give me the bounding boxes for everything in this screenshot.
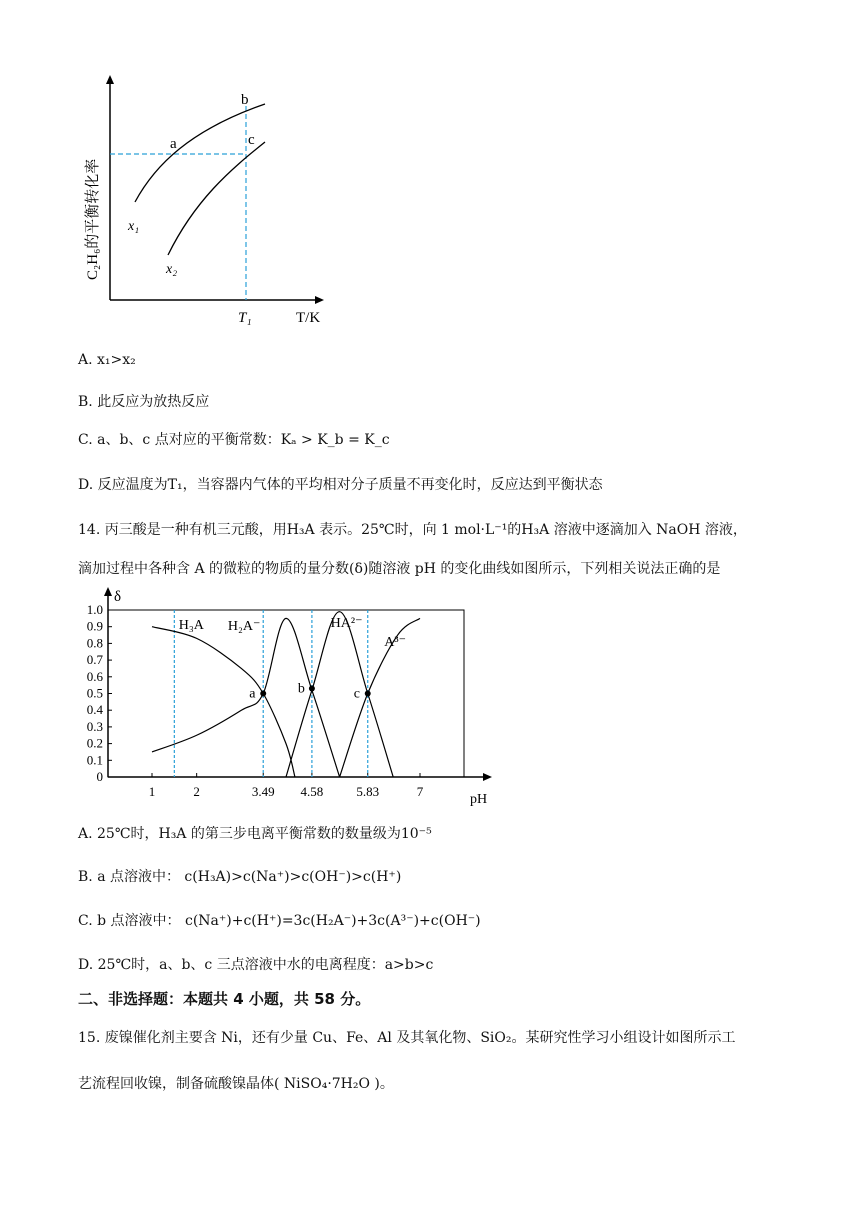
x-axis-arrow (315, 296, 324, 304)
x-axis-label: T/K (296, 310, 321, 326)
q15-line1: 15. 废镍催化剂主要含 Ni，还有少量 Cu、Fe、Al 及其氧化物、SiO₂。某研究性学习小组设计如图所示工 (78, 1030, 736, 1046)
point-label-b: b (297, 681, 305, 697)
y-tick-label: 0.7 (86, 652, 103, 668)
y-tick-label: 0.8 (86, 635, 103, 651)
series-label-3: A³⁻ (384, 635, 406, 650)
chart-xlabel: pH (470, 792, 488, 807)
y-tick-label: 0.1 (86, 752, 103, 768)
curve-label-x1: x₁ (128, 219, 140, 234)
q15-line2: 艺流程回收镍，制备硫酸镍晶体( NiSO₄·7H₂O )。 (78, 1076, 394, 1092)
point-a (260, 691, 266, 697)
x-tick-label: 1 (148, 784, 156, 799)
y-tick-label: 0.4 (86, 702, 103, 718)
point-b (309, 685, 315, 691)
x-axis-arrow (483, 773, 492, 781)
point-c (365, 691, 371, 697)
y-axis-arrow (106, 75, 114, 84)
x-tick-label: 4.58 (300, 784, 324, 799)
point-label-b: b (241, 92, 249, 108)
q14-option-c: C. b 点溶液中： c(Na⁺)+c(H⁺)=3c(H₂A⁻)+3c(A³⁻)+c(OH⁻) (78, 913, 481, 929)
x-tick-label: 2 (193, 784, 200, 799)
x-tick-label: 5.83 (356, 784, 380, 799)
y-tick-label: 0.3 (86, 718, 103, 734)
chart-ylabel: δ (114, 589, 122, 605)
q13-option-d: D. 反应温度为T₁，当容器内气体的平均相对分子质量不再变化时，反应达到平衡状态 (78, 477, 603, 493)
series-label-1: H₂A⁻ (227, 619, 261, 634)
x-tick-label: 7 (416, 784, 424, 799)
y-axis-label: C₂H₆的平衡转化率 (85, 158, 101, 280)
x-tick-label: 3.49 (251, 784, 275, 799)
tick-label-t1: T₁ (238, 310, 252, 326)
q14-stem-line2: 滴加过程中各种含 A 的微粒的物质的量分数(δ)随溶液 pH 的变化曲线如图所示，下列相关说法正确的是 (78, 561, 721, 577)
y-tick-label: 0 (96, 769, 103, 784)
point-label-a: a (249, 686, 256, 702)
y-tick-label: 1.0 (86, 602, 103, 617)
series-label-0: H₃A (178, 618, 204, 633)
plot-frame (108, 610, 464, 777)
y-tick-label: 0.6 (86, 668, 103, 684)
series-curve-0 (152, 627, 295, 777)
y-tick-label: 0.5 (86, 685, 103, 701)
curve-x2 (168, 142, 265, 255)
point-label-c: c (353, 686, 360, 702)
distribution-chart (72, 585, 512, 810)
series-label-2: HA²⁻ (330, 616, 363, 631)
section2-heading: 二、非选择题：本题共 4 小题，共 58 分。 (78, 990, 371, 1008)
y-tick-label: 0.9 (86, 618, 103, 634)
q13-option-c: C. a、b、c 点对应的平衡常数：Kₐ > K_b = K_c (78, 432, 390, 448)
y-axis-arrow (104, 587, 112, 596)
point-label-c: c (248, 132, 255, 148)
q14-option-b: B. a 点溶液中： c(H₃A)>c(Na⁺)>c(OH⁻)>c(H⁺) (78, 869, 402, 885)
q14-option-d: D. 25℃时，a、b、c 三点溶液中水的电离程度：a>b>c (78, 957, 434, 973)
y-tick-label: 0.2 (86, 735, 103, 751)
q14-option-a: A. 25℃时，H₃A 的第三步电离平衡常数的数量级为10⁻⁵ (78, 826, 432, 842)
curve-label-x2: x₂ (166, 262, 178, 277)
q13-option-b: B. 此反应为放热反应 (78, 394, 210, 410)
point-label-a: a (170, 136, 177, 152)
conversion-figure (70, 70, 350, 340)
q13-option-a: A. x₁>x₂ (78, 352, 136, 368)
series-curve-3 (340, 618, 420, 777)
q14-stem-line1: 14. 丙三酸是一种有机三元酸，用H₃A 表示。25℃时，向 1 mol·L⁻¹的H₃A 溶液中逐滴加入 NaOH 溶液， (78, 522, 747, 538)
